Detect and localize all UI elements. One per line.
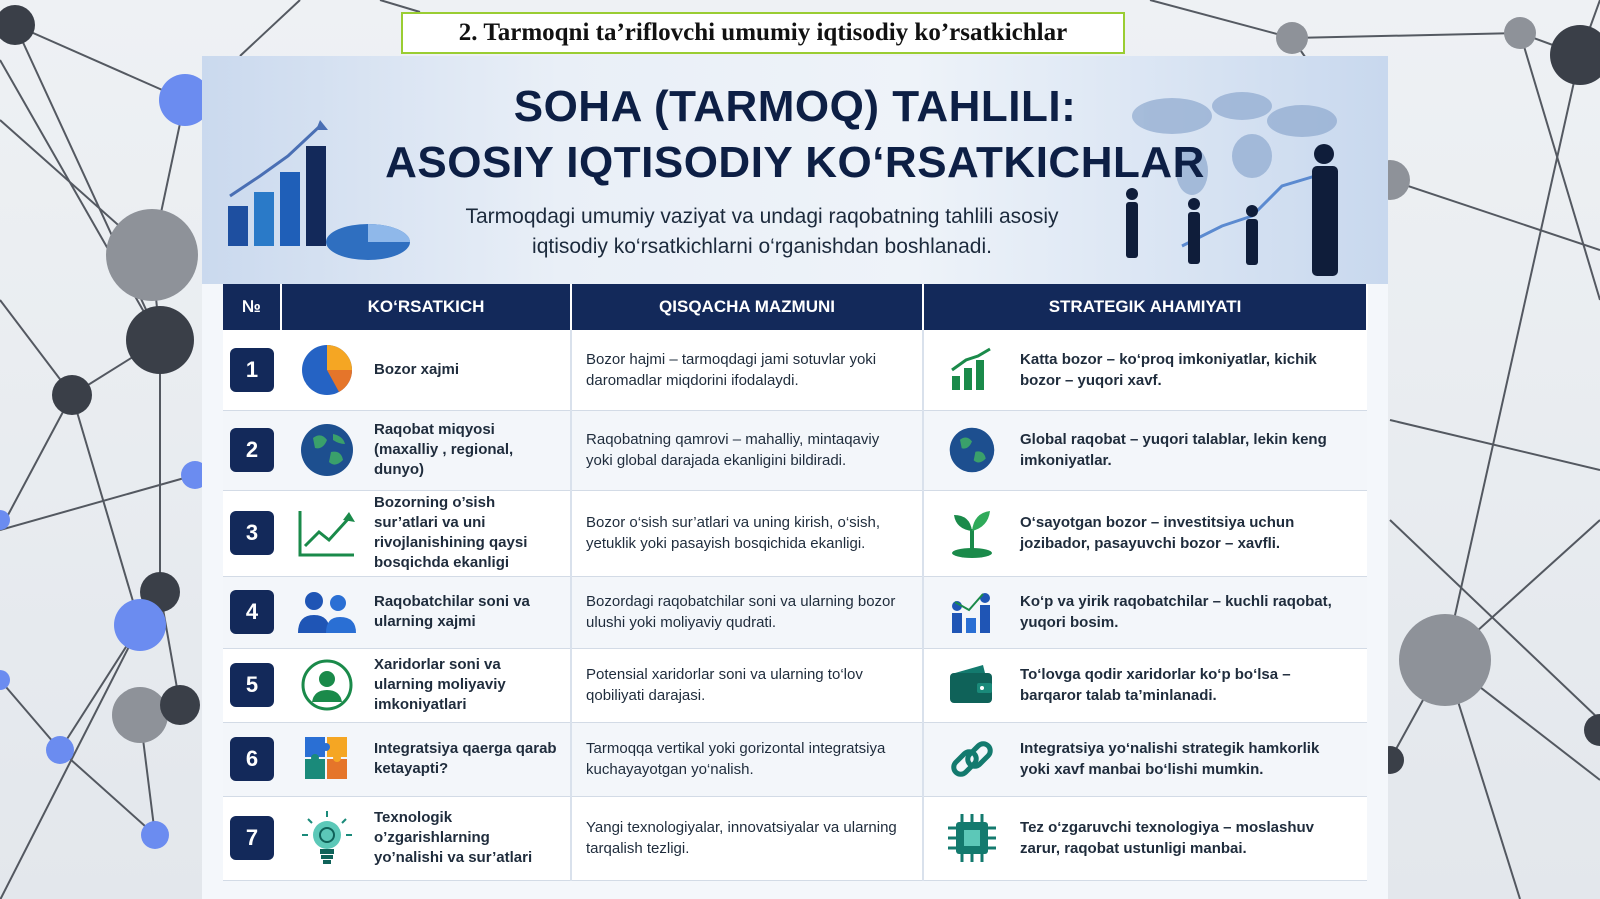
row-number-badge: 2 <box>230 428 274 472</box>
column-header-indicator: KO‘RSATKICH <box>281 284 571 330</box>
table-header <box>223 284 1367 330</box>
indicator-description: Bozor hajmi – tarmoqdagi jami sotuvlar yoki daromadlar miqdorini ifodalaydi. <box>571 330 923 410</box>
row-number-badge: 3 <box>230 511 274 555</box>
strategic-importance: Ko‘p va yirik raqobatchilar – kuchli raqobat, yuqori bosim. <box>1019 576 1367 648</box>
indicators-table <box>223 284 1368 881</box>
row-number-badge: 6 <box>230 737 274 781</box>
table-row <box>223 330 1367 410</box>
table-row <box>223 722 1367 796</box>
table-row <box>223 410 1367 490</box>
indicator-name: Raqobat miqyosi (maxalliy , regional, dunyo) <box>373 410 571 490</box>
people-icon <box>296 587 358 637</box>
indicator-name: Bozorning o’sish sur’atlari va uni rivojlanishining qaysi bosqichda ekanligi <box>373 490 571 576</box>
column-header-strategic: STRATEGIK AHAMIYATI <box>923 284 1367 330</box>
user-icon <box>300 658 354 712</box>
sprout-icon <box>948 507 996 559</box>
indicator-description: Yangi texnologiyalar, innovatsiyalar va ularning tarqalish tezligi. <box>571 796 923 880</box>
strategic-importance: Tez o‘zgaruvchi texnologiya – moslashuv zarur, raqobat ustunligi manbai. <box>1019 796 1367 880</box>
puzzle-icon <box>301 733 353 785</box>
indicator-name: Xaridorlar soni va ularning moliyaviy imkoniyatlari <box>373 648 571 722</box>
globe-icon <box>299 422 355 478</box>
globe-icon <box>948 426 996 474</box>
row-number-badge: 5 <box>230 663 274 707</box>
infographic-panel <box>202 56 1388 899</box>
row-number-badge: 1 <box>230 348 274 392</box>
strategic-importance: Global raqobat – yuqori talablar, lekin keng imkoniyatlar. <box>1019 410 1367 490</box>
main-heading-line1: SOHA (TARMOQ) TAHLILI: <box>513 82 1077 131</box>
row-number-badge: 4 <box>230 590 274 634</box>
indicator-description: Bozordagi raqobatchilar soni va ularning bozor ulushi yoki moliyaviy qudrati. <box>571 576 923 648</box>
indicator-name: Bozor xajmi <box>373 330 571 410</box>
subtitle-line1: Tarmoqdagi umumiy vaziyat va undagi raqobatning tahlili asosiy <box>465 205 1059 228</box>
subtitle <box>382 202 1142 262</box>
indicator-description: Bozor o‘sish sur’atlari va uning kirish, o‘sish, yetuklik yoki pasayish bosqichida ekanligi. <box>571 490 923 576</box>
strategic-importance: Integratsiya yo‘nalishi strategik hamkorlik yoki xavf manbai bo‘lishi mumkin. <box>1019 722 1367 796</box>
competition-icon <box>947 588 997 636</box>
chain-link-icon <box>947 734 997 784</box>
indicator-description: Potensial xaridorlar soni va ularning to‘lov qobiliyati darajasi. <box>571 648 923 722</box>
subtitle-line2: iqtisodiy ko‘rsatkichlarni o‘rganishdan boshlanadi. <box>532 235 992 258</box>
table-row <box>223 796 1367 880</box>
pie-chart-icon <box>299 342 355 398</box>
column-header-number: № <box>223 284 281 330</box>
strategic-importance: O‘sayotgan bozor – investitsiya uchun jozibador, pasayuvchi bozor – xavfli. <box>1019 490 1367 576</box>
table-row <box>223 576 1367 648</box>
lightbulb-icon <box>300 809 354 867</box>
indicator-description: Tarmoqqa vertikal yoki gorizontal integratsiya kuchayayotgan yo‘nalish. <box>571 722 923 796</box>
table-row <box>223 648 1367 722</box>
row-number-badge: 7 <box>230 816 274 860</box>
column-header-summary: QISQACHA MAZMUNI <box>571 284 923 330</box>
indicator-name: Raqobatchilar soni va ularning xajmi <box>373 576 571 648</box>
strategic-importance: Katta bozor – ko‘proq imkoniyatlar, kichik bozor – yuqori xavf. <box>1019 330 1367 410</box>
indicator-name: Texnologik o’zgarishlarning yo’nalishi va sur’atlari <box>373 796 571 880</box>
wallet-icon <box>947 663 997 707</box>
chip-icon <box>946 812 998 864</box>
indicator-description: Raqobatning qamrovi – mahalliy, mintaqaviy yoki global darajada ekanligini bildiradi. <box>571 410 923 490</box>
slide-title: 2. Tarmoqni ta’riflovchi umumiy iqtisodiy ko’rsatkichlar <box>401 12 1125 54</box>
main-heading-line2: ASOSIY IQTISODIY KO‘RSATKICHLAR <box>385 138 1205 187</box>
table-row <box>223 490 1367 576</box>
indicator-name: Integratsiya qaerga qarab ketayapti? <box>373 722 571 796</box>
line-growth-icon <box>297 508 357 558</box>
bar-growth-icon <box>948 346 996 394</box>
strategic-importance: To‘lovga qodir xaridorlar ko‘p bo‘lsa – barqaror talab ta’minlanadi. <box>1019 648 1367 722</box>
infographic-header <box>202 56 1388 284</box>
